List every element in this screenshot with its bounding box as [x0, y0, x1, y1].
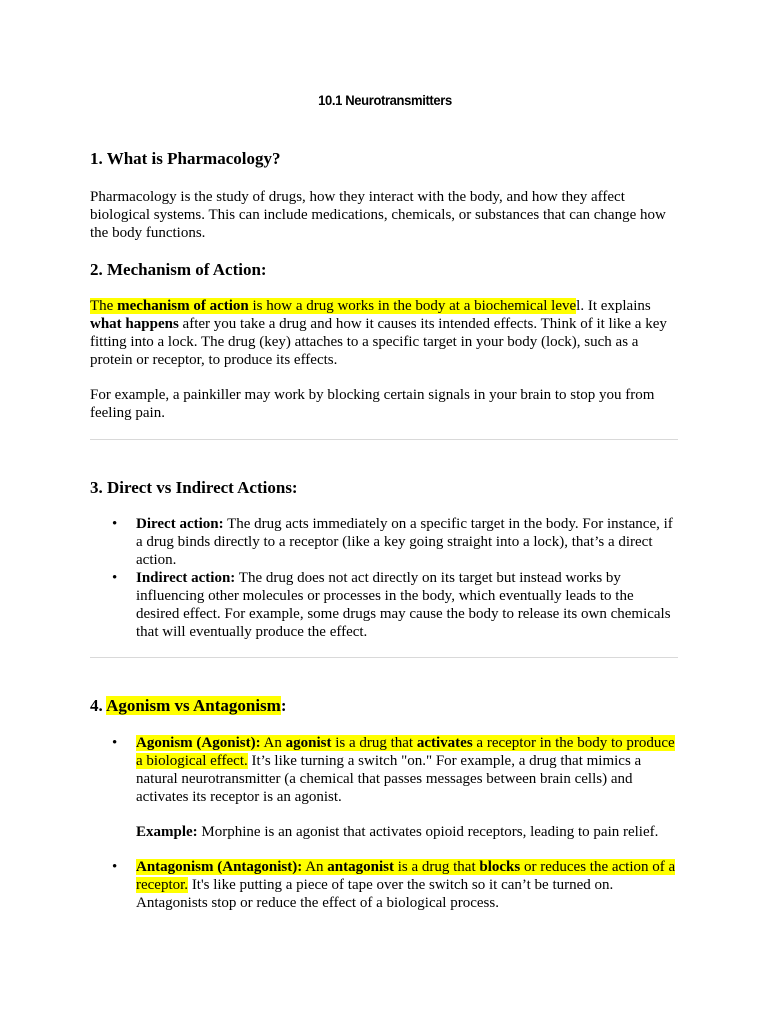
- bullet-icon: •: [112, 570, 118, 586]
- bold-term: what happens: [90, 316, 179, 332]
- list-item-antagonism: [90, 858, 680, 912]
- list-item-indirect-action: [90, 569, 680, 641]
- text-run: a receptor in the body to produce a biological effect.: [136, 735, 675, 769]
- heading-direct-vs-indirect: 3. Direct vs Indirect Actions:: [90, 478, 298, 497]
- paragraph-pharmacology-definition: Pharmacology is the study of drugs, how they interact with the body, and how they affect biological systems. This can include medications, chemicals, or substances that can change how the body functions.: [90, 189, 666, 241]
- highlighted-text: Agonism vs Antagonism: [106, 696, 281, 715]
- bold-term: antagonist: [327, 859, 394, 875]
- bold-term: mechanism of action: [117, 298, 249, 314]
- section-divider: [90, 439, 678, 440]
- text-run: is a drug that: [393, 859, 480, 875]
- agonism-antagonism-list: [90, 734, 680, 912]
- paragraph-painkiller-example: For example, a painkiller may work by blocking certain signals in your brain to stop you from feeling pain.: [90, 387, 655, 421]
- heading-what-is-pharmacology: 1. What is Pharmacology?: [90, 149, 281, 168]
- text-run: It's like putting a piece of tape over the switch so it can’t be turned on. Antagonists stop or reduce the effect of a biological process.: [136, 877, 614, 911]
- bullet-icon: •: [112, 516, 118, 532]
- text-run: after you take a drug and how it causes its intended effects. Think of it like a key fitting into a lock. The drug (key) attaches to a specific target in your body (lock), such as a protein or receptor, to produce its effects.: [90, 316, 667, 368]
- spacer: [136, 841, 680, 858]
- bold-term: Indirect action:: [136, 570, 236, 586]
- text-run: or reduces the action of a receptor.: [136, 859, 676, 893]
- bold-term: Agonism (Agonist):: [136, 735, 261, 751]
- bold-term: activates: [416, 735, 473, 751]
- text-run: The: [90, 298, 118, 314]
- text-run: l. It explains: [576, 298, 651, 314]
- agonist-example: [136, 823, 680, 841]
- direct-indirect-list: [90, 515, 680, 641]
- bullet-icon: •: [112, 859, 118, 875]
- text-run: The drug does not act directly on its target but instead works by influencing other molecules or processes in the body, which eventually leads to the desired effect. For example, some drugs may cause the body to release its own chemicals that will eventually produce the effect.: [136, 570, 671, 640]
- bold-term: blocks: [479, 859, 521, 875]
- document-title: 10.1 Neurotransmitters: [318, 92, 452, 108]
- bold-term: Example:: [136, 824, 198, 840]
- text-run: is a drug that: [331, 735, 417, 751]
- bold-term: Direct action:: [136, 516, 224, 532]
- text-run: It’s like turning a switch "on." For example, a drug that mimics a natural neurotransmitter (a chemical that passes messages between brain cells) and activates its receptor is an agonist.: [136, 753, 642, 805]
- bold-term: Antagonism (Antagonist):: [136, 859, 303, 875]
- list-item-agonism: [90, 734, 680, 858]
- text-run: The drug acts immediately on a specific target in the body. For instance, if a drug binds directly to a receptor (like a key going straight into a lock), that’s a direct action.: [136, 516, 673, 568]
- list-item-direct-action: [90, 515, 680, 569]
- text-run: is how a drug works in the body at a biochemical leve: [248, 298, 577, 314]
- highlighted-text: [90, 298, 576, 314]
- text-run: 4.: [90, 696, 107, 715]
- section-divider: [90, 657, 678, 658]
- text-run: An: [260, 735, 286, 751]
- text-run: An: [302, 859, 328, 875]
- heading-mechanism-of-action: 2. Mechanism of Action:: [90, 260, 267, 279]
- paragraph-mechanism-of-action: [90, 297, 680, 369]
- text-run: :: [280, 696, 287, 715]
- bold-term: agonist: [285, 735, 332, 751]
- heading-agonism-vs-antagonism: [90, 695, 287, 717]
- text-run: Morphine is an agonist that activates opioid receptors, leading to pain relief.: [197, 824, 659, 840]
- spacer: [136, 806, 680, 823]
- bullet-icon: •: [112, 735, 118, 751]
